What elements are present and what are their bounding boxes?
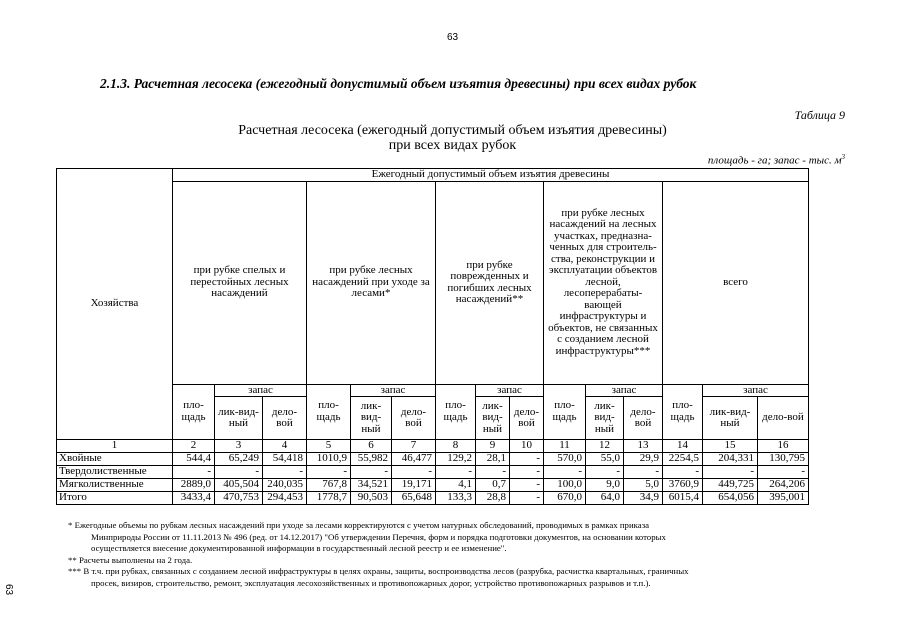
value-cell: 64,0 xyxy=(586,492,624,505)
footnote-1-line-1: * Ежегодные объемы по рубкам лесных насаждений при уходе за лесами корректируются с учетом натурных обследований, проводимых в рамках приказа xyxy=(68,520,650,530)
value-cell: 90,503 xyxy=(351,492,392,505)
value-cell: 2889,0 xyxy=(173,479,215,492)
units-superscript: 3 xyxy=(841,153,845,161)
value-cell: 55,0 xyxy=(586,453,624,466)
liquid-header: лик-вид-ный xyxy=(351,397,392,440)
value-cell: 1778,7 xyxy=(307,492,351,505)
group-header-mature: при рубке спелых и перестойных лесных насаждений xyxy=(173,181,307,384)
value-cell: - xyxy=(703,466,758,479)
row-name-cell: Твердолиственные xyxy=(57,466,173,479)
area-header: пло-щадь xyxy=(436,384,476,440)
column-number: 14 xyxy=(663,440,703,453)
business-header: дело-вой xyxy=(392,397,436,440)
column-number: 4 xyxy=(263,440,307,453)
footnote-3-line-1: *** В т.ч. при рубках, связанных с созданием лесной инфраструктуры в целях охраны, защиты, воспроизводства лесов (разрубка, расчистка квартальных, граничных xyxy=(68,566,689,576)
value-cell: - xyxy=(544,466,586,479)
value-cell: 240,035 xyxy=(263,479,307,492)
value-cell: 470,753 xyxy=(215,492,263,505)
column-number: 16 xyxy=(758,440,809,453)
column-number: 15 xyxy=(703,440,758,453)
value-cell: 19,171 xyxy=(392,479,436,492)
group-header-damaged: при рубке поврежденных и погибших лесных насаждений** xyxy=(436,181,544,384)
value-cell: 34,521 xyxy=(351,479,392,492)
area-header: пло-щадь xyxy=(544,384,586,440)
footnote-1-line-3: осуществляется внесение документированной информации в государственный лесной реестр и ее изменение". xyxy=(91,543,507,553)
value-cell: - xyxy=(624,466,663,479)
table-row xyxy=(57,492,809,505)
value-cell: - xyxy=(510,453,544,466)
column-number: 10 xyxy=(510,440,544,453)
stock-header: запас xyxy=(215,384,307,397)
column-number: 9 xyxy=(476,440,510,453)
value-cell: - xyxy=(392,466,436,479)
row-name-cell: Хвойные xyxy=(57,453,173,466)
column-number: 5 xyxy=(307,440,351,453)
value-cell: 130,795 xyxy=(758,453,809,466)
section-heading: 2.1.3. Расчетная лесосека (ежегодный допустимый объем изъятия древесины) при всех видах рубок xyxy=(100,76,697,91)
business-header: дело-вой xyxy=(510,397,544,440)
value-cell: - xyxy=(307,466,351,479)
stock-header: запас xyxy=(351,384,436,397)
value-cell: - xyxy=(663,466,703,479)
area-header: пло-щадь xyxy=(173,384,215,440)
value-cell: 294,453 xyxy=(263,492,307,505)
business-header: дело-вой xyxy=(263,397,307,440)
farms-header: Хозяйства xyxy=(57,169,173,440)
group-header-total: всего xyxy=(663,181,809,384)
value-cell: 1010,9 xyxy=(307,453,351,466)
value-cell: 2254,5 xyxy=(663,453,703,466)
business-header: дело-вой xyxy=(624,397,663,440)
value-cell: 54,418 xyxy=(263,453,307,466)
value-cell: - xyxy=(263,466,307,479)
value-cell: - xyxy=(586,466,624,479)
value-cell: 264,206 xyxy=(758,479,809,492)
value-cell: 449,725 xyxy=(703,479,758,492)
table-title-line2: при всех видах рубок xyxy=(388,138,517,153)
value-cell: 46,477 xyxy=(392,453,436,466)
value-cell: 34,9 xyxy=(624,492,663,505)
stock-header: запас xyxy=(703,384,809,397)
column-number: 1 xyxy=(57,440,173,453)
value-cell: 55,982 xyxy=(351,453,392,466)
table-row xyxy=(57,453,809,466)
allowable-cut-table xyxy=(56,168,809,505)
stock-header: запас xyxy=(476,384,544,397)
column-number: 13 xyxy=(624,440,663,453)
value-cell: 6015,4 xyxy=(663,492,703,505)
value-cell: - xyxy=(510,479,544,492)
value-cell: 65,249 xyxy=(215,453,263,466)
group-header-construction: при рубке лесных насаждений на лесных участках, предназна-ченных для строитель-ства, реконструкции и эксплуатации объектов лесной, лесоперерабаты-вающей инфраструктуры и объектов, не связанных с созданием лесной инфраструктуры*** xyxy=(544,181,663,384)
table-title xyxy=(0,123,905,153)
footnote-3-line-2: просек, визиров, строительство, ремонт, эксплуатация лесохозяйственных и противопожарных дорог, устройство противопожарных разрывов и т.п.). xyxy=(91,577,651,588)
value-cell: 5,0 xyxy=(624,479,663,492)
value-cell: 570,0 xyxy=(544,453,586,466)
column-number: 8 xyxy=(436,440,476,453)
value-cell: - xyxy=(436,466,476,479)
column-number: 2 xyxy=(173,440,215,453)
footnote-2: ** Расчеты выполнены на 2 года. xyxy=(68,554,193,565)
value-cell: - xyxy=(510,466,544,479)
page-number-top: 63 xyxy=(446,32,459,43)
value-cell: 29,9 xyxy=(624,453,663,466)
column-number: 6 xyxy=(351,440,392,453)
group-header-thinning: при рубке лесных насаждений при уходе за лесами* xyxy=(307,181,436,384)
value-cell: 129,2 xyxy=(436,453,476,466)
table-row xyxy=(57,479,809,492)
value-cell: 133,3 xyxy=(436,492,476,505)
value-cell: 100,0 xyxy=(544,479,586,492)
value-cell: 767,8 xyxy=(307,479,351,492)
stock-header: запас xyxy=(586,384,663,397)
value-cell: - xyxy=(758,466,809,479)
liquid-header: лик-вид-ный xyxy=(703,397,758,440)
column-number: 3 xyxy=(215,440,263,453)
liquid-header: лик-вид-ный xyxy=(586,397,624,440)
business-header: дело-вой xyxy=(758,397,809,440)
page-number-side: 63 xyxy=(3,584,14,596)
value-cell: 3760,9 xyxy=(663,479,703,492)
value-cell: 4,1 xyxy=(436,479,476,492)
value-cell: - xyxy=(215,466,263,479)
column-number-row xyxy=(57,440,809,453)
footnotes xyxy=(68,520,848,589)
value-cell: 405,504 xyxy=(215,479,263,492)
value-cell: 544,4 xyxy=(173,453,215,466)
column-number: 12 xyxy=(586,440,624,453)
table-title-line1: Расчетная лесосека (ежегодный допустимый объем изъятия древесины) xyxy=(238,123,667,138)
column-number: 11 xyxy=(544,440,586,453)
value-cell: 654,056 xyxy=(703,492,758,505)
value-cell: 28,8 xyxy=(476,492,510,505)
value-cell: 204,331 xyxy=(703,453,758,466)
units-note xyxy=(708,153,845,167)
value-cell: 0,7 xyxy=(476,479,510,492)
value-cell: 65,648 xyxy=(392,492,436,505)
value-cell: 9,0 xyxy=(586,479,624,492)
value-cell: - xyxy=(510,492,544,505)
value-cell: 3433,4 xyxy=(173,492,215,505)
value-cell: 28,1 xyxy=(476,453,510,466)
area-header: пло-щадь xyxy=(663,384,703,440)
row-name-cell: Итого xyxy=(57,492,173,505)
value-cell: - xyxy=(351,466,392,479)
liquid-header: лик-вид-ный xyxy=(215,397,263,440)
row-name-cell: Мягколиственные xyxy=(57,479,173,492)
annual-header: Ежегодный допустимый объем изъятия древесины xyxy=(173,169,809,182)
column-number: 7 xyxy=(392,440,436,453)
footnote-1-line-2: Минприроды России от 11.11.2013 № 496 (ред. от 14.12.2017) "Об утверждении Перечня, форм и порядка подготовки документов, на основании которых xyxy=(91,531,666,542)
value-cell: 670,0 xyxy=(544,492,586,505)
value-cell: 395,001 xyxy=(758,492,809,505)
header-row-1 xyxy=(57,169,809,182)
table-row xyxy=(57,466,809,479)
value-cell: - xyxy=(173,466,215,479)
value-cell: - xyxy=(476,466,510,479)
area-header: пло-щадь xyxy=(307,384,351,440)
liquid-header: лик-вид-ный xyxy=(476,397,510,440)
table-label: Таблица 9 xyxy=(794,108,845,122)
units-text: площадь - га; запас - тыс. м xyxy=(707,154,842,167)
